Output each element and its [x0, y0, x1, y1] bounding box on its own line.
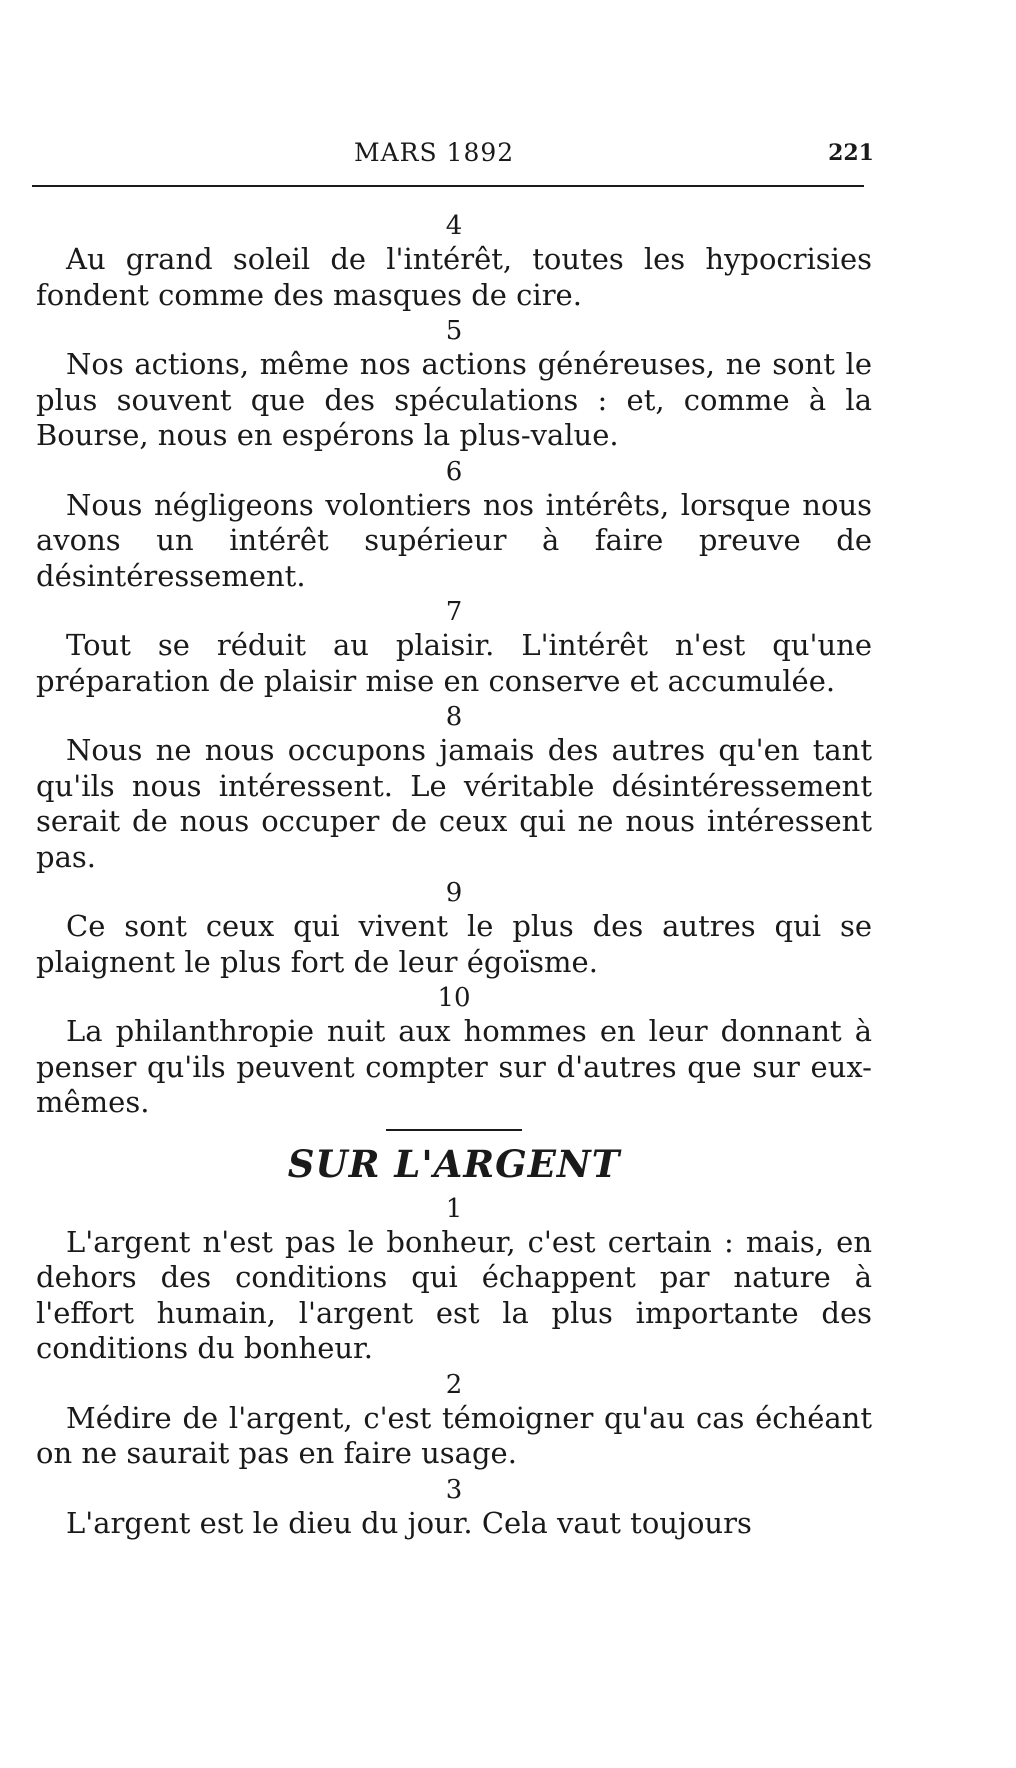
maxim-number: 4	[445, 211, 463, 241]
maxim-text: Nous ne nous occupons jamais des autres qu'en tant qu'ils nous intéressent. Le véritable désintéressement serait de nous occuper de ceux qui ne nous intéressent pas.	[36, 733, 872, 874]
maxim-text: L'argent est le dieu du jour. Cela vaut toujours	[66, 1505, 752, 1540]
maxim	[36, 1193, 872, 1367]
maxim-text: Nos actions, même nos actions généreuses, ne sont le plus souvent que des spéculations : et, comme à la Bourse, nous en espérons la plus-value.	[36, 347, 872, 452]
maxim-number: 6	[445, 456, 463, 487]
maxim	[36, 1474, 872, 1542]
maxim-text: Au grand soleil de l'intérêt, toutes les hypocrisies fondent comme des masques de cire.	[36, 242, 872, 312]
page-header	[34, 138, 874, 178]
maxim-number: 7	[445, 597, 463, 627]
page-number: 221	[828, 140, 874, 166]
maxim	[36, 982, 872, 1121]
page-body	[36, 210, 872, 1543]
section-title: SUR L'ARGENT	[287, 1141, 621, 1186]
maxim-text: Ce sont ceux qui vivent le plus des autres qui se plaignent le plus fort de leur égoïsme.	[36, 909, 872, 979]
section-divider	[386, 1129, 522, 1131]
maxim	[36, 596, 872, 699]
maxim-text: La philanthropie nuit aux hommes en leur donnant à penser qu'ils peuvent compter sur d'autres que sur eux-mêmes.	[36, 1014, 872, 1119]
maxim-text: Nous négligeons volontiers nos intérêts, lorsque nous avons un intérêt supérieur à faire preuve de désintéressement.	[36, 487, 872, 593]
maxim	[36, 1369, 872, 1472]
maxim-number: 9	[445, 878, 463, 908]
maxim-number: 3	[445, 1474, 463, 1505]
maxim-text: L'argent n'est pas le bonheur, c'est certain : mais, en dehors des conditions qui échappent par nature à l'effort humain, l'argent est la plus importante des conditions du bonheur.	[36, 1224, 872, 1365]
maxim-number: 5	[445, 316, 463, 346]
maxim	[36, 877, 872, 980]
maxim	[36, 456, 872, 595]
running-title: MARS 1892	[354, 138, 515, 167]
maxim	[36, 210, 872, 313]
maxim-number: 10	[437, 983, 471, 1013]
maxim-number: 2	[445, 1369, 463, 1400]
maxim	[36, 701, 872, 875]
maxim-text: Tout se réduit au plaisir. L'intérêt n'est qu'une préparation de plaisir mise en conserve et accumulée.	[36, 628, 872, 698]
header-rule	[32, 185, 864, 187]
maxim	[36, 315, 872, 454]
maxim-number: 1	[445, 1193, 463, 1224]
maxim-number: 8	[445, 702, 463, 732]
maxim-text: Médire de l'argent, c'est témoigner qu'au cas échéant on ne saurait pas en faire usage.	[36, 1400, 872, 1470]
